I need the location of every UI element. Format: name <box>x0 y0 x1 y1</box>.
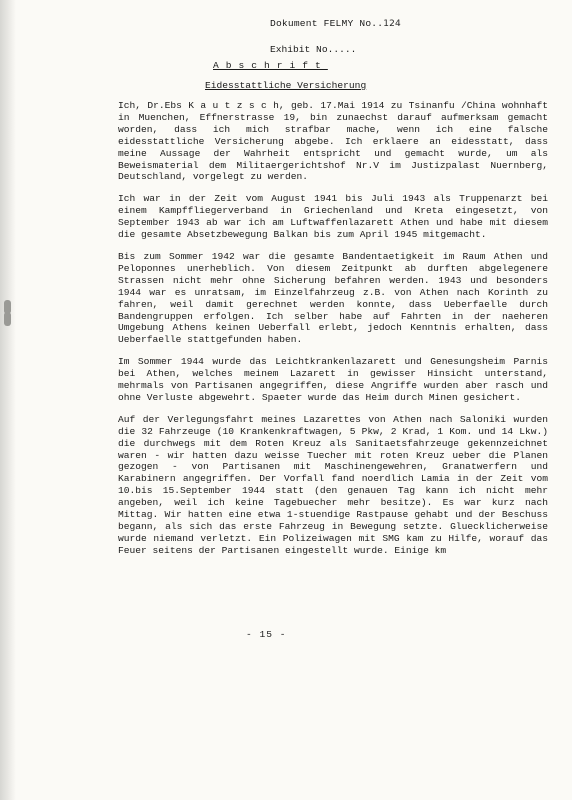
paragraph: Auf der Verlegungsfahrt meines Lazarettes von Athen nach Saloniki wurden die 32 Fahrzeuge (10 Krankenkraftwagen, 5 Pkw, 2 Krad, 1 Kom. und 14 Lkw.) die durchwegs mit dem Roten Kreuz als Sanitaetsfahrzeuge gekennzeichnet waren - wir hatten dazu weisse Tuecher mit roten Kreuz ueber die Planen gezogen - von Partisanen mit Maschinengewehren, Granatwerfern und Karabinern angegriffen. Der Vorfall fand noerdlich Lamia in der Zeit vom 10.bis 15.September 1944 statt (den genauen Tag kann ich nicht mehr angeben, weil ich keine Tagebuecher mehr besitze). Es war kurz nach Mittag. Wir hatten eine etwa 1-stuendige Rastpause gehabt und der Beschuss begann, als sich das erste Fahrzeug in Bewegung setzte. Gluecklicherweise wurde niemand verletzt. Ein Polizeiwagen mit SMG kam zu Hilfe, worauf das Feuer seitens der Partisanen eingestellt wurde. Einige km <box>118 413 548 556</box>
abschrift-heading: Abschrift <box>213 60 328 71</box>
paragraph: Im Sommer 1944 wurde das Leichtkrankenlazarett und Genesungsheim Parnis bei Athen, welches meinem Lazarett in gewisser Hinsicht unterstand, mehrmals von Partisanen angegriffen, diese Angriffe wurden aber rasch und ohne Verluste abgewehrt. Spaeter wurde das Heim durch Minen gesichert. <box>118 356 548 403</box>
page-left-edge <box>0 0 16 800</box>
paragraph: Ich, Dr.Ebs K a u t z s c h, geb. 17.Mai 1914 zu Tsinanfu /China wohnhaft in Muenchen, Effnerstrasse 19, bin zunaechst darauf aufmerksam gemacht worden, dass ich mich strafbar mache, wenn ich eine falsche eidesstattliche Versicherung abgebe. Ich erklaere an eidesstatt, dass meine Aussage der Wahrheit entspricht und gemacht wurde, um als Beweismaterial dem Militaergerichtshof Nr.V im Justizpalast Nuernberg, Deutschland, vorgelegt zu werden. <box>118 100 548 183</box>
punch-hole <box>4 312 11 326</box>
exhibit-label: Exhibit No..... <box>270 44 357 55</box>
document-label: Dokument FELMY No.. <box>270 18 384 29</box>
document-body <box>118 100 548 567</box>
document-title: Eidesstattliche Versicherung <box>205 80 367 91</box>
paragraph: Ich war in der Zeit vom August 1941 bis Juli 1943 als Truppenarzt bei einem Kampffliegerverband in Griechenland und Kreta eingesetzt, von September 1943 ab war ich am Luftwaffenlazarett Athen und habe mit diesem die gesamte Absetzbewegung Balkan bis zum April 1945 mitgemacht. <box>118 193 548 241</box>
paragraph: Bis zum Sommer 1942 war die gesamte Bandentaetigkeit im Raum Athen und Peloponnes unerheblich. Von diesem Zeitpunkt ab durften abgelegenere Strassen nicht mehr ohne Sicherung befahren werden. 1943 und besonders 1944 war es unratsam, im Einzelfahrzeug z.B. von Athen nach Korinth zu fahren, weil damit gerechnet werden konnte, dass Ueberfaelle durch Bandengruppen erfolgen. Ich selber habe auf Fahrten in der naeheren Umgebung Athens keinen Ueberfall erlebt, jedoch Kenntnis erhalten, dass Ueberfaelle stattgefunden haben. <box>118 250 548 346</box>
page-number: - 15 - <box>246 629 287 640</box>
document-number-line <box>270 18 401 29</box>
document-number: 124 <box>383 19 401 29</box>
